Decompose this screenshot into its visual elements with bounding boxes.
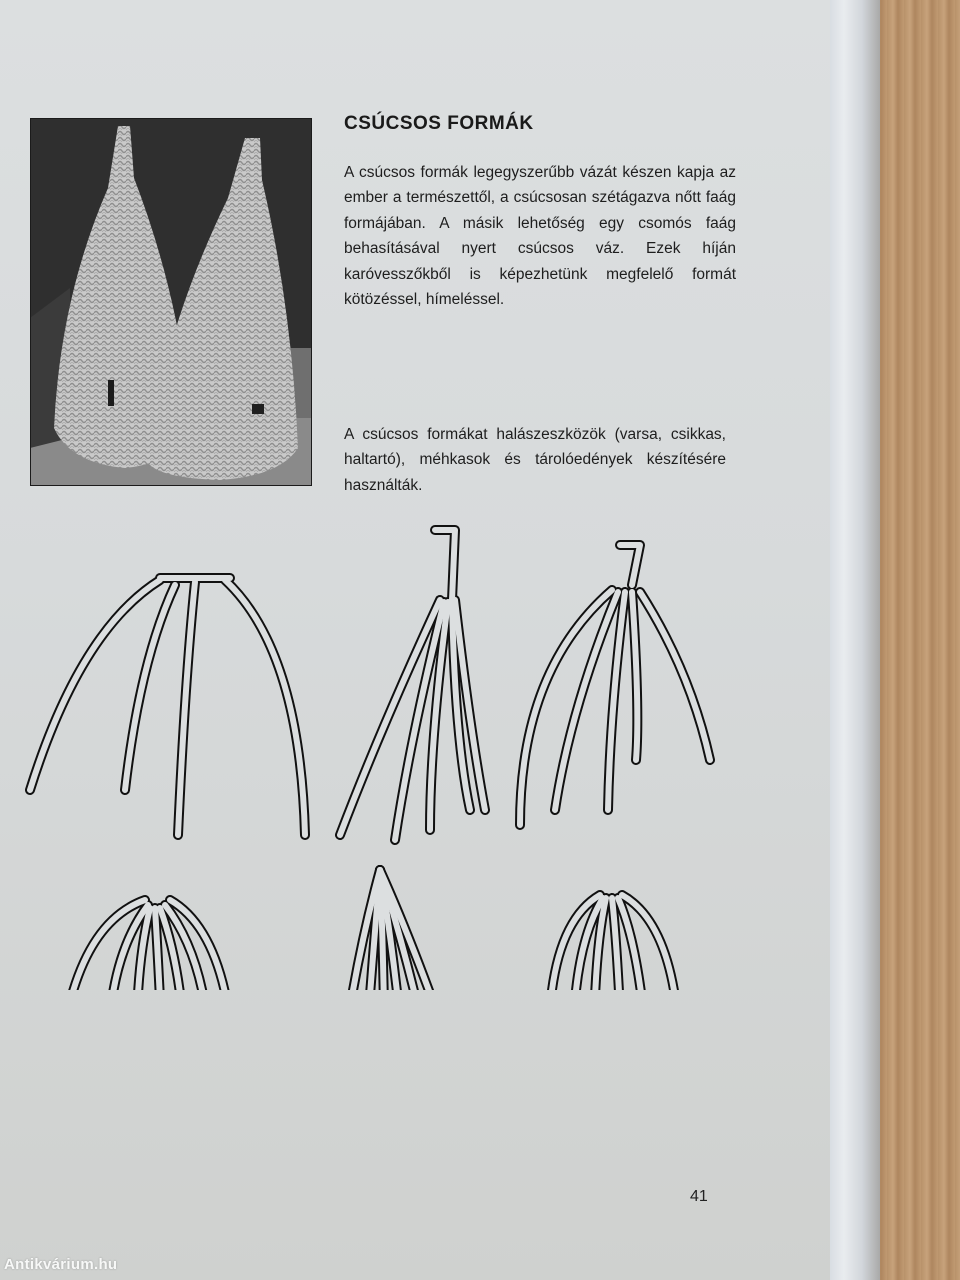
- tied-stakes-frame: [30, 578, 305, 835]
- bound-rods-dome: [55, 900, 235, 990]
- wrapped-rods-dome: [549, 895, 681, 990]
- usage-paragraph: A csúcsos formákat halászeszközök (varsa, csikkas, haltartó), méhkasok és tárolóedények készítésére használták.: [344, 426, 726, 494]
- intro-paragraph: A csúcsos formák legegyszerűbb vázát készen kapja az ember a természettől, a csúcsosan szétágazva nőtt faág formájában. A másik lehetőség egy csomós faág behasításával nyert csúcsos váz. Ezek híján karóvesszőkből is képezhetünk megfelelő formát kötözéssel, hímeléssel.: [344, 164, 736, 309]
- watermark: Antikvárium.hu: [4, 1256, 118, 1273]
- split-branch-frame: [340, 530, 485, 840]
- tied-rods-cone: [335, 870, 470, 990]
- forked-branch-frame: [520, 545, 710, 825]
- frame-illustrations: [0, 510, 830, 990]
- basket-photo: [30, 118, 312, 486]
- page-number: 41: [690, 1188, 708, 1205]
- section-heading: CSÚCSOS FORMÁK: [344, 113, 534, 134]
- wooden-table-background: [870, 0, 960, 1280]
